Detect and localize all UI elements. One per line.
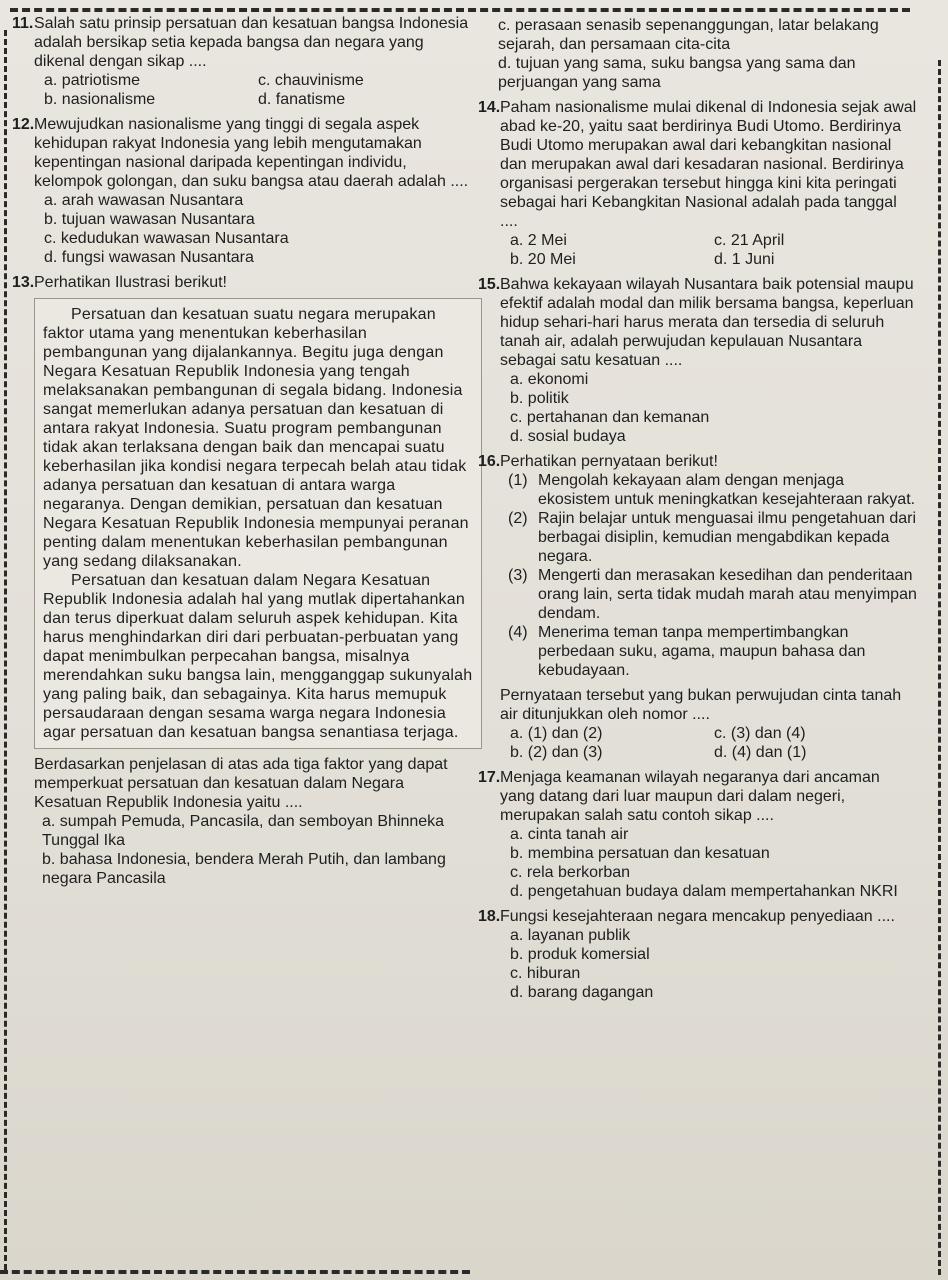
statement-label: (1) — [508, 472, 528, 489]
question-number: 13. — [12, 274, 35, 291]
left-column — [12, 14, 472, 888]
question-text: Salah satu prinsip persatuan dan kesatuan bangsa Indonesia adalah bersikap setia kepada bangsa dan negara yang dikenal dengan sikap .... — [34, 15, 469, 70]
illustration-paragraph-1: Persatuan dan kesatuan suatu negara merupakan faktor utama yang menentukan keberhasilan pembangunan yang dijalankannya. Begitu juga dengan Negara Kesatuan Republik Indonesia yang tengah melaksanakan pembangunan di segala bidang. Indonesia sangat memerlukan adanya persatuan dan kesatuan di antara rakyat Indonesia. Suatu program pembangunan tidak akan terlaksana dengan baik dan mencapai suatu keberhasilan jika kondisi negara terpecah belah atau tidak adanya persatuan dan kesatuan di antara warga negaranya. Dengan demikian, persatuan dan kesatuan Negara Kesatuan Republik Indonesia mempunyai peranan penting dalam menentukan keberhasilan pembangunan yang sedang dilaksanakan. — [43, 306, 469, 570]
option-d: d. (4) dan (1) — [714, 744, 807, 761]
illustration-box — [34, 298, 482, 749]
statement-list — [508, 471, 918, 680]
option-b: b. nasionalisme — [44, 91, 156, 108]
illustration-paragraph-2: Persatuan dan kesatuan dalam Negara Kesatuan Republik Indonesia adalah hal yang mutlak dipertahankan dan terus diperkuat dalam seluruh aspek kehidupan. Kita harus menghindarkan diri dari perbuatan-perbuatan yang dapat menimbulkan perpecahan bangsa, misalnya merendahkan suku bangsa lain, mengganggap sukunyalah yang paling baik, dan sebagainya. Kita harus memupuk persaudaraan dengan sesama warga negara Indonesia agar persatuan dan kesatuan bangsa senantiasa terjaga. — [43, 572, 473, 741]
question-12 — [12, 115, 472, 267]
question-14 — [478, 98, 918, 269]
question-number: 18. — [478, 908, 501, 925]
option-a: a. (1) dan (2) — [510, 725, 603, 742]
option-b: b. 20 Mei — [510, 251, 576, 268]
statement-label: (3) — [508, 567, 528, 584]
options — [510, 724, 918, 762]
option-b: b. politik — [510, 390, 569, 407]
statement-label: (2) — [508, 510, 528, 527]
option-a: a. patriotisme — [44, 72, 141, 89]
options — [510, 825, 918, 901]
option-b: b. (2) dan (3) — [510, 744, 603, 761]
question-followup: Pernyataan tersebut yang bukan perwujudan cinta tanah air ditunjukkan oleh nomor .... — [500, 687, 902, 723]
option-c: c. (3) dan (4) — [714, 725, 806, 742]
option-c: c. hiburan — [510, 965, 581, 982]
option-b: b. tujuan wawasan Nusantara — [44, 211, 255, 228]
option-d: d. 1 Juni — [714, 251, 775, 268]
question-text: Mewujudkan nasionalisme yang tinggi di segala aspek kehidupan rakyat Indonesia yang lebih mengutamakan kepentingan nasional daripada kepentingan individu, kelompok golongan, dan suku bangsa atau daerah adalah .... — [34, 116, 469, 190]
left-margin-marks — [4, 30, 7, 1270]
statement-2 — [508, 509, 918, 566]
option-d: d. tujuan yang sama, suku bangsa yang sama dan perjuangan yang sama — [498, 55, 856, 91]
option-a: a. layanan publik — [510, 927, 631, 944]
option-d: d. sosial budaya — [510, 428, 626, 445]
option-a: a. cinta tanah air — [510, 826, 629, 843]
option-b: b. bahasa Indonesia, bendera Merah Putih, dan lambang negara Pancasila — [42, 851, 446, 887]
question-11 — [12, 14, 472, 109]
question-number: 17. — [478, 769, 501, 786]
question-15 — [478, 275, 918, 446]
option-d: d. barang dagangan — [510, 984, 654, 1001]
option-c: c. pertahanan dan kemanan — [510, 409, 710, 426]
statement-text: Mengolah kekayaan alam dengan menjaga ekosistem untuk meningkatkan kesejahteraan rakyat. — [538, 472, 916, 508]
question-number: 16. — [478, 453, 501, 470]
question-text: Paham nasionalisme mulai dikenal di Indonesia sejak awal abad ke-20, yaitu saat berdirinya Budi Utomo. Berdirinya Budi Utomo merupakan awal dari kebangkitan nasional dan merupakan awal dari kesadaran nasional. Berdirinya organisasi pergerakan tersebut hingga kini kita peringati sebagai hari Kebangkitan Nasional adalah pada tanggal .... — [500, 99, 917, 230]
statement-label: (4) — [508, 624, 528, 641]
options — [510, 370, 918, 446]
top-dashed-border — [10, 8, 910, 12]
option-c: c. kedudukan wawasan Nusantara — [44, 230, 289, 247]
question-number: 14. — [478, 99, 501, 116]
question-number: 15. — [478, 276, 501, 293]
question-number: 12. — [12, 116, 35, 133]
statement-text: Mengerti dan merasakan kesedihan dan penderitaan orang lain, serta tidak mudah marah atau menyimpan dendam. — [538, 567, 917, 622]
bottom-dashed-border — [0, 1270, 470, 1274]
option-d: d. fanatisme — [258, 91, 346, 108]
question-text: Fungsi kesejahteraan negara mencakup penyediaan .... — [500, 908, 895, 925]
option-b: b. membina persatuan dan kesatuan — [510, 845, 770, 862]
question-17 — [478, 768, 918, 901]
option-a: a. 2 Mei — [510, 232, 567, 249]
right-margin-marks — [938, 60, 941, 1275]
right-column — [478, 16, 918, 1002]
option-d: d. pengetahuan budaya dalam mempertahankan NKRI — [510, 883, 898, 900]
option-d: d. fungsi wawasan Nusantara — [44, 249, 254, 266]
option-a: a. sumpah Pemuda, Pancasila, dan semboyan Bhinneka Tunggal Ika — [42, 813, 445, 849]
option-b: b. produk komersial — [510, 946, 650, 963]
options — [510, 231, 918, 269]
options — [42, 812, 472, 888]
option-a: a. ekonomi — [510, 371, 589, 388]
question-followup: Berdasarkan penjelasan di atas ada tiga faktor yang dapat memperkuat persatuan dan kesatuan dalam Negara Kesatuan Republik Indonesia yaitu .... — [34, 756, 448, 811]
question-text: Menjaga keamanan wilayah negaranya dari ancaman yang datang dari luar maupun dari dalam negeri, merupakan salah satu contoh sikap .... — [500, 769, 880, 824]
options — [510, 926, 918, 1002]
options — [44, 191, 472, 267]
question-13 — [12, 273, 472, 888]
option-c: c. 21 April — [714, 232, 785, 249]
question-16 — [478, 452, 918, 762]
option-a: a. arah wawasan Nusantara — [44, 192, 244, 209]
question-text: Perhatikan pernyataan berikut! — [500, 453, 718, 470]
options — [44, 71, 472, 109]
question-text: Bahwa kekayaan wilayah Nusantara baik potensial maupu efektif adalah modal dan milik bersama bangsa, keperluan hidup sehari-hari harus merata dan tersedia di seluruh tanah air, adalah perwujudan kepulauan Nusantara sebagai satu kesatuan .... — [500, 276, 914, 369]
question-number: 11. — [12, 15, 34, 32]
statement-4 — [508, 623, 918, 680]
question-18 — [478, 907, 918, 1002]
statement-text: Menerima teman tanpa mempertimbangkan perbedaan suku, agama, maupun bahasa dan kebudayaan. — [538, 624, 866, 679]
option-c: c. chauvinisme — [258, 72, 364, 89]
option-c: c. perasaan senasib sepenanggungan, latar belakang sejarah, dan persamaan cita-cita — [498, 17, 879, 53]
statement-1 — [508, 471, 918, 509]
statement-3 — [508, 566, 918, 623]
option-c: c. rela berkorban — [510, 864, 631, 881]
question-text: Perhatikan Ilustrasi berikut! — [34, 274, 227, 291]
q13-continued-options — [498, 16, 918, 92]
statement-text: Rajin belajar untuk menguasai ilmu pengetahuan dari berbagai disiplin, kemudian mengabdikan kepada negara. — [538, 510, 917, 565]
